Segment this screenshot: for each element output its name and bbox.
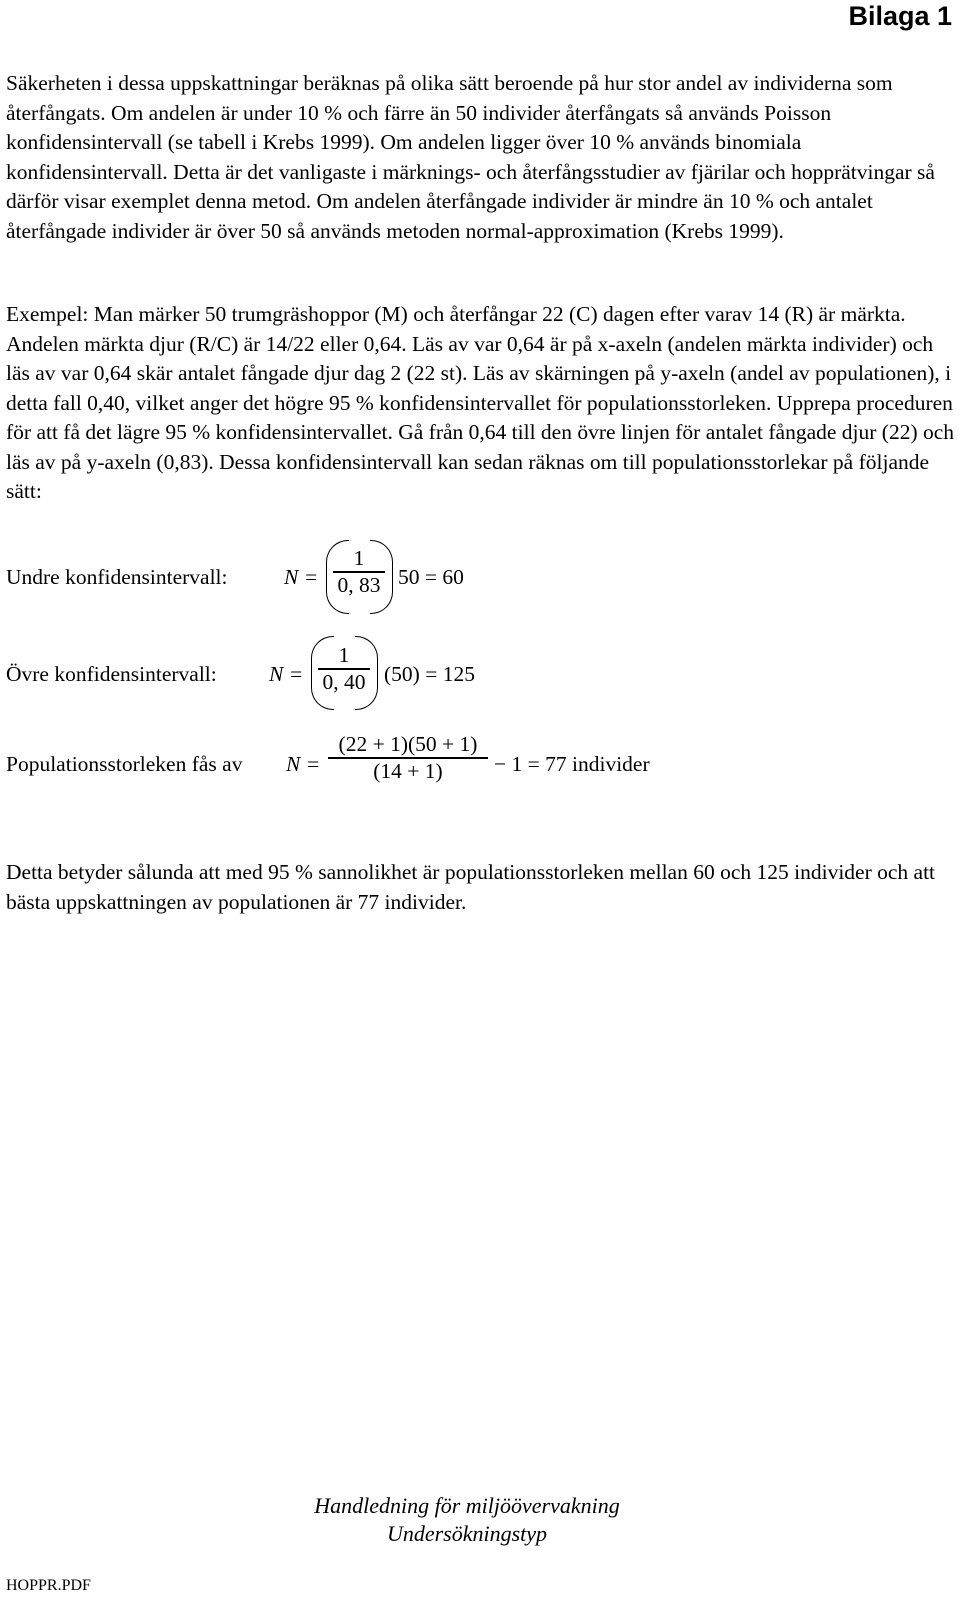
fraction-denominator: 0, 40 — [322, 669, 366, 694]
intro-paragraph: Säkerheten i dessa uppskattningar beräknas på olika sätt beroende på hur stor andel av individerna som återfångats. Om andelen är under 10 % och färre än 50 individer återfångats så används Poisson konfidensintervall (se tabell i Krebs 1999). Om andelen ligger över 10 % används binomiala konfidensintervall. Detta är det vanligaste i märknings- och återfångsstudier av fjärilar och hopprätvingar så därför visar exemplet denna metod. Om andelen återfångade individer är mindre än 10 % och antalet återfångade individer är över 50 så används metoden normal-approximation (Krebs 1999). — [6, 71, 935, 243]
fraction-numerator: 1 — [338, 643, 350, 667]
upper-interval-lhs: N = — [269, 662, 304, 686]
page-header-title: Bilaga 1 — [848, 1, 952, 31]
population-fraction — [328, 732, 488, 784]
fraction-numerator: (22 + 1)(50 + 1) — [338, 732, 478, 756]
population-lhs: N = — [286, 752, 321, 776]
right-paren — [370, 540, 393, 614]
population-label: Populationsstorleken fås av — [6, 752, 243, 776]
fraction-numerator: 1 — [353, 546, 365, 570]
lower-interval-label: Undre konfidensintervall: — [6, 565, 228, 589]
example-paragraph: Exempel: Man märker 50 trumgräshoppor (M) och återfångar 22 (C) dagen efter varav 14 (R) är märkta. Andelen märkta djur (R/C) är 14/22 eller 0,64. Läs av var 0,64 är på x-axeln (andelen märkta individer) och läs av var 0,64 skär antalet fångade djur dag 2 (22 st). Läs av skärningen på y-axeln (andel av populationen), i detta fall 0,40, vilket anger det högre 95 % konfidensintervallet för populationsstorleken. Upprepa proceduren för att få det lägre 95 % konfidensintervallet. Gå från 0,64 till den övre linjen för antalet fångade djur (22) och läs av på y-axeln (0,83). Dessa konfidensintervall kan sedan räknas om till populationsstorlekar på följande sätt: — [6, 302, 955, 503]
fraction-denominator: 0, 83 — [337, 572, 381, 597]
upper-interval-result: (50) = 125 — [384, 662, 475, 686]
upper-interval-label: Övre konfidensintervall: — [6, 662, 217, 686]
lower-interval-lhs: N = — [284, 565, 319, 589]
lower-interval-result: 50 = 60 — [398, 565, 464, 589]
footer-subtitle: Undersökningstyp — [386, 1521, 548, 1546]
conclusion-paragraph: Detta betyder sålunda att med 95 % sannolikhet är populationsstorleken mellan 60 och 125 individer och att bästa uppskattningen av populationen är 77 individer. — [6, 860, 936, 914]
footer-title: Handledning för miljöövervakning — [314, 1493, 620, 1518]
population-result: − 1 = 77 individer — [494, 752, 650, 776]
fraction-denominator: (14 + 1) — [373, 758, 443, 783]
right-paren — [355, 636, 378, 710]
footer-filename: HOPPR.PDF — [6, 1577, 91, 1594]
